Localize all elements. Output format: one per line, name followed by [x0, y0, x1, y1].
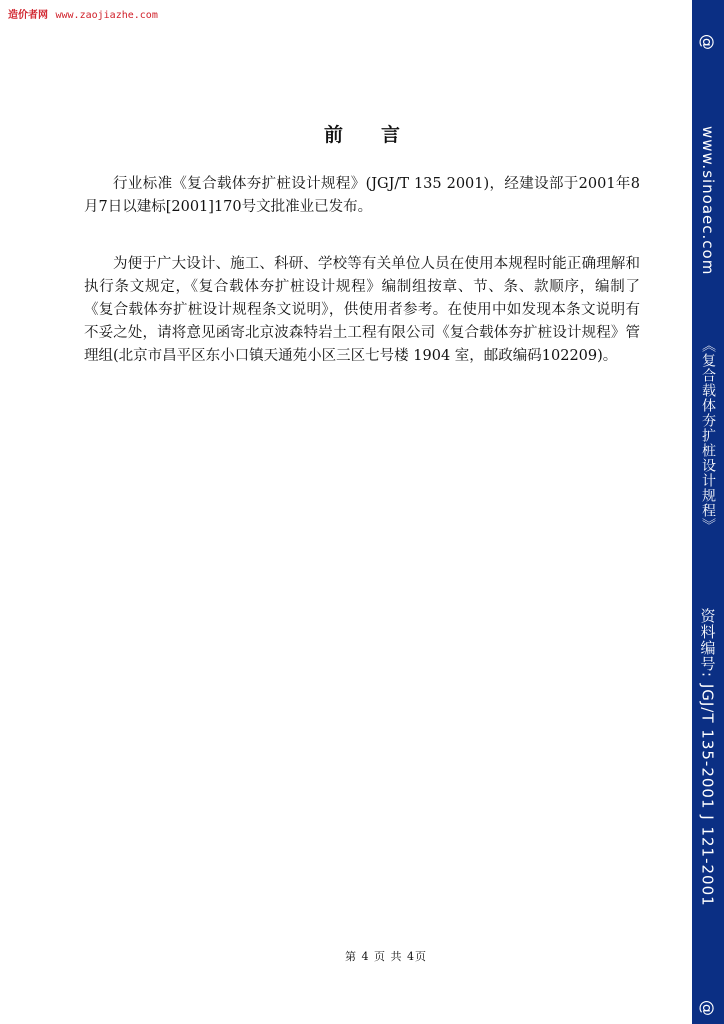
sidebar-document-title: 《复合载体夯扩桩设计规程》 — [700, 338, 716, 533]
sidebar-at-symbol-top: @ — [698, 34, 718, 50]
site-watermark — [8, 6, 158, 21]
right-sidebar-banner — [692, 0, 724, 1024]
page-number-footer: 第 4 页 共 4页 — [345, 950, 427, 963]
paragraph-purpose: 为便于广大设计、施工、科研、学校等有关单位人员在使用本规程时能正确理解和执行条文规定，《复合载体夯扩桩设计规程》编制组按章、节、条、款顺序，编制了《复合载体夯扩桩设计规程条文说明》，供使用者参考。在使用中如发现本条文说明有不妥之处，请将意见函寄北京波森特岩土工程有限公司《复合载体夯扩桩设计规程》管理组(北京市昌平区东小口镇天通苑小区三区七号楼 1904 室，邮政编码102209)。 — [84, 255, 640, 364]
page-title: 前言 — [323, 124, 438, 146]
sidebar-document-code: 资料编号: JGJ/T 135-2001 J 121-2001 — [698, 608, 717, 907]
paragraph-approval: 行业标准《复合载体夯扩桩设计规程》(JGJ/T 135 2001)，经建设部于2001年8月7日以建标[2001]170号文批准业已发布。 — [84, 175, 640, 215]
watermark-site-name: 造价者网 — [8, 10, 48, 21]
sidebar-at-symbol-bottom: @ — [698, 1000, 718, 1016]
watermark-url[interactable]: www.zaojiazhe.com — [55, 10, 158, 21]
sidebar-url[interactable]: www.sinoaec.com — [699, 126, 717, 276]
